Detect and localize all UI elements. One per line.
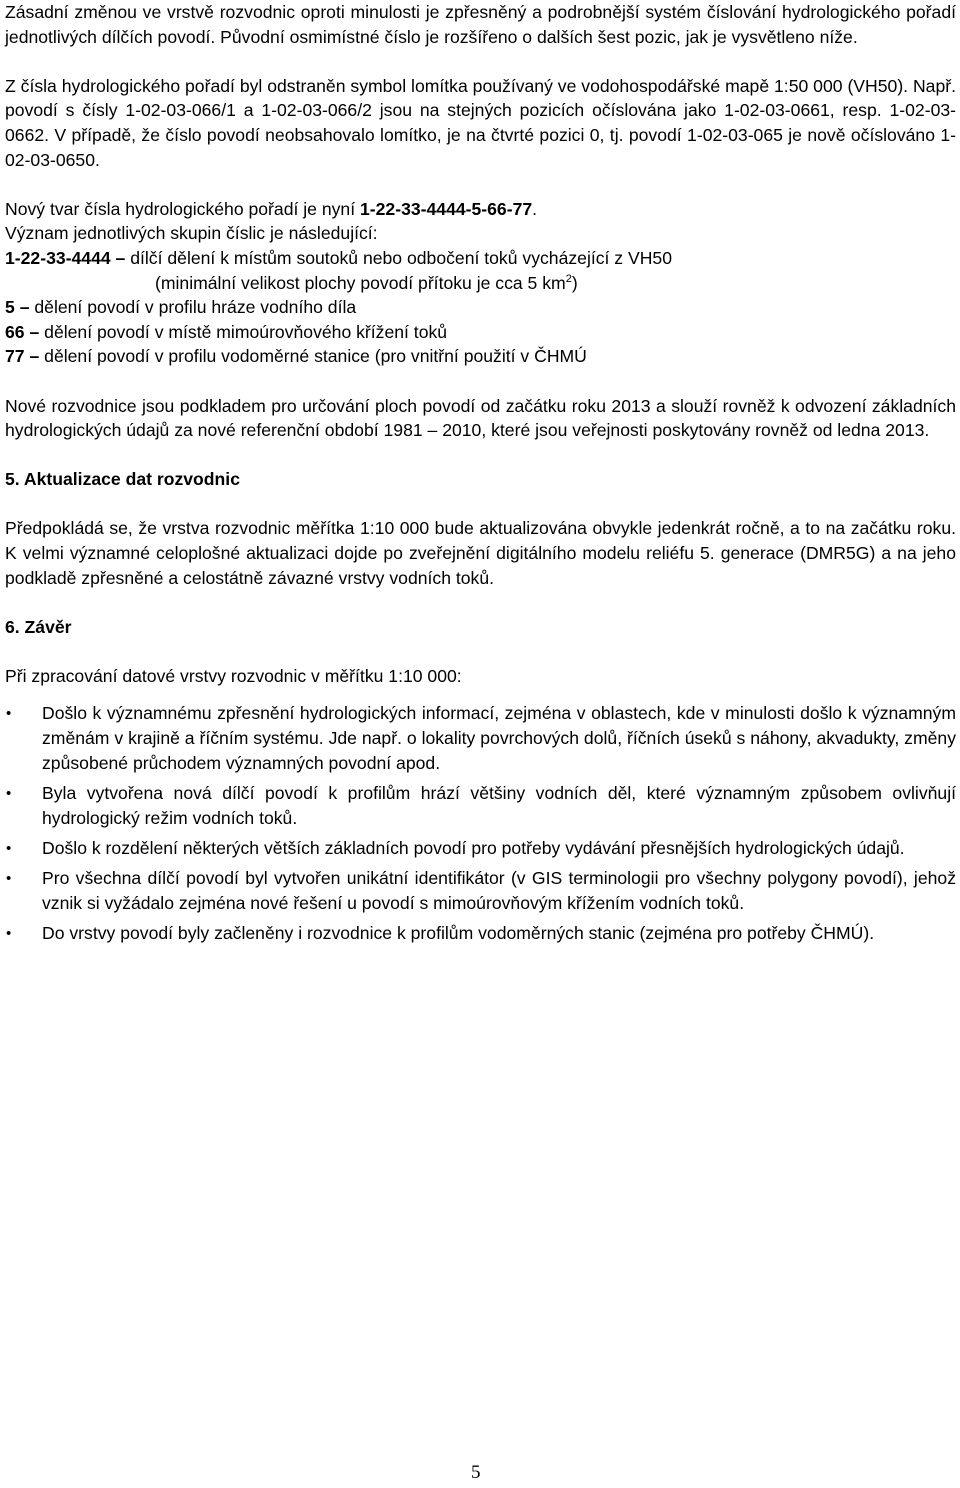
- intro-paragraph-1: Zásadní změnou ve vrstvě rozvodnic oproti minulosti je zpřesněný a podrobnější systém číslování hydrologického pořadí jednotlivých dílčích povodí. Původní osmimístné číslo je rozšířeno o dalších šest pozic, jak je vysvětleno níže.: [5, 2, 956, 47]
- section-5-heading: 5. Aktualizace dat rozvodnic: [5, 469, 240, 490]
- section-5-text: Předpokládá se, že vrstva rozvodnic měřítka 1:10 000 bude aktualizována obvykle jedenkrát ročně, a to na začátku roku. K velmi významné celoplošné aktualizaci dojde po zveřejnění digitálního modelu reliéfu 5. generace (DMR5G) a na jeho podkladě zpřesněné a celostátně závazné vrstvy vodních toků.: [5, 518, 956, 588]
- bullet-icon: •: [6, 924, 12, 942]
- definition-row: [5, 246, 956, 295]
- list-item-text: Došlo k významnému zpřesnění hydrologických informací, zejména v oblastech, kde v minulosti došlo k významným změnám v krajině a říčním systému. Jde např. o lokality povrchových dolů, říčních úseků s náhony, akvadukty, změny způsobené průchodem významných povodní apod.: [42, 702, 956, 773]
- bullet-icon: •: [6, 704, 12, 722]
- new-boundaries-paragraph: Nové rozvodnice jsou podkladem pro určování ploch povodí od začátku roku 2013 a slouží rovněž k odvození základních hydrologických údajů za nové referenční období 1981 – 2010, které jsou veřejnosti poskytovány rovněž od ledna 2013.: [5, 395, 956, 441]
- spacer: [5, 590, 956, 615]
- definition-code: 1-22-33-4444: [5, 247, 111, 268]
- definition-code: 77: [5, 346, 25, 367]
- page-number: 5: [471, 1462, 481, 1483]
- definition-row: [5, 320, 956, 345]
- definition-dash: –: [19, 297, 30, 318]
- spacer: [5, 369, 956, 394]
- list-item: [5, 836, 956, 861]
- definition-code: 5: [5, 297, 15, 318]
- spacer: [5, 443, 956, 468]
- new-format-suffix: .: [532, 198, 538, 219]
- bullet-icon: •: [6, 839, 12, 857]
- new-format-code: 1-22-33-4444-5-66-77: [360, 198, 533, 219]
- definition-code: 66: [5, 321, 25, 342]
- definition-dash: –: [115, 247, 126, 268]
- spacer: [5, 689, 956, 701]
- spacer: [5, 49, 956, 74]
- spacer: [5, 492, 956, 517]
- definition-dash: –: [29, 346, 40, 367]
- new-format-prefix: Nový tvar čísla hydrologického pořadí je nyní: [5, 198, 360, 219]
- section-6-intro: Při zpracování datové vrstvy rozvodnic v měřítku 1:10 000:: [5, 666, 462, 687]
- continuation-text: (minimální velikost plochy povodí přítoku je cca 5 km: [155, 272, 566, 293]
- definition-row: [5, 344, 956, 369]
- spacer: [5, 639, 956, 664]
- definition-text: dělení povodí v profilu vodoměrné stanice (pro vnitřní použití v ČHMÚ: [39, 346, 587, 367]
- superscript: 2: [565, 272, 572, 285]
- definition-continuation: [5, 271, 956, 296]
- definition-dash: –: [29, 321, 40, 342]
- document-body: [5, 0, 956, 951]
- intro-paragraph-2: Z čísla hydrologického pořadí byl odstraněn symbol lomítka používaný ve vodohospodářské mapě 1:50 000 (VH50). Např. povodí s čísly 1-02-03-066/1 a 1-02-03-066/2 jsou na stejných pozicích očíslována jako 1-02-03-0661, resp. 1-02-03-0662. V případě, že číslo povodí neobsahovalo lomítko, je na čtvrté pozici 0, tj. povodí 1-02-03-065 je nově očíslováno 1-02-03-0650.: [5, 75, 956, 170]
- conclusion-list: [5, 701, 956, 946]
- bullet-icon: •: [6, 869, 12, 887]
- definition-list: [5, 246, 956, 369]
- definition-text: dělení povodí v profilu hráze vodního díla: [29, 297, 357, 318]
- list-item-text: Do vrstvy povodí byly začleněny i rozvodnice k profilům vodoměrných stanic (zejména pro potřeby ČHMÚ).: [42, 922, 875, 943]
- new-format-paragraph: [5, 197, 956, 222]
- bullet-icon: •: [6, 784, 12, 802]
- list-item-text: Došlo k rozdělení některých větších základních povodí pro potřeby vydávání přesnějších hydrologických údajů.: [42, 837, 905, 858]
- list-item: [5, 781, 956, 831]
- list-item-text: Byla vytvořena nová dílčí povodí k profilům hrází většiny vodních děl, které významným způsobem ovlivňují hydrologický režim vodních toků.: [42, 782, 956, 828]
- spacer: [5, 172, 956, 197]
- list-item: [5, 921, 956, 946]
- definition-text: dílčí dělení k místům soutoků nebo odbočení toků vycházející z VH50: [125, 247, 673, 268]
- meaning-intro: Význam jednotlivých skupin číslic je následující:: [5, 223, 378, 244]
- list-item-text: Pro všechna dílčí povodí byl vytvořen unikátní identifikátor (v GIS terminologii pro všechny polygony povodí), jehož vznik si vyžádalo zejména nové řešení u povodí s mimoúrovňovým křížením vodních toků.: [42, 867, 956, 913]
- definition-row: [5, 295, 956, 320]
- list-item: [5, 701, 956, 776]
- list-item: [5, 866, 956, 916]
- continuation-suffix: ): [571, 272, 578, 293]
- definition-text: dělení povodí v místě mimoúrovňového křížení toků: [39, 321, 448, 342]
- section-6-heading: 6. Závěr: [5, 616, 72, 637]
